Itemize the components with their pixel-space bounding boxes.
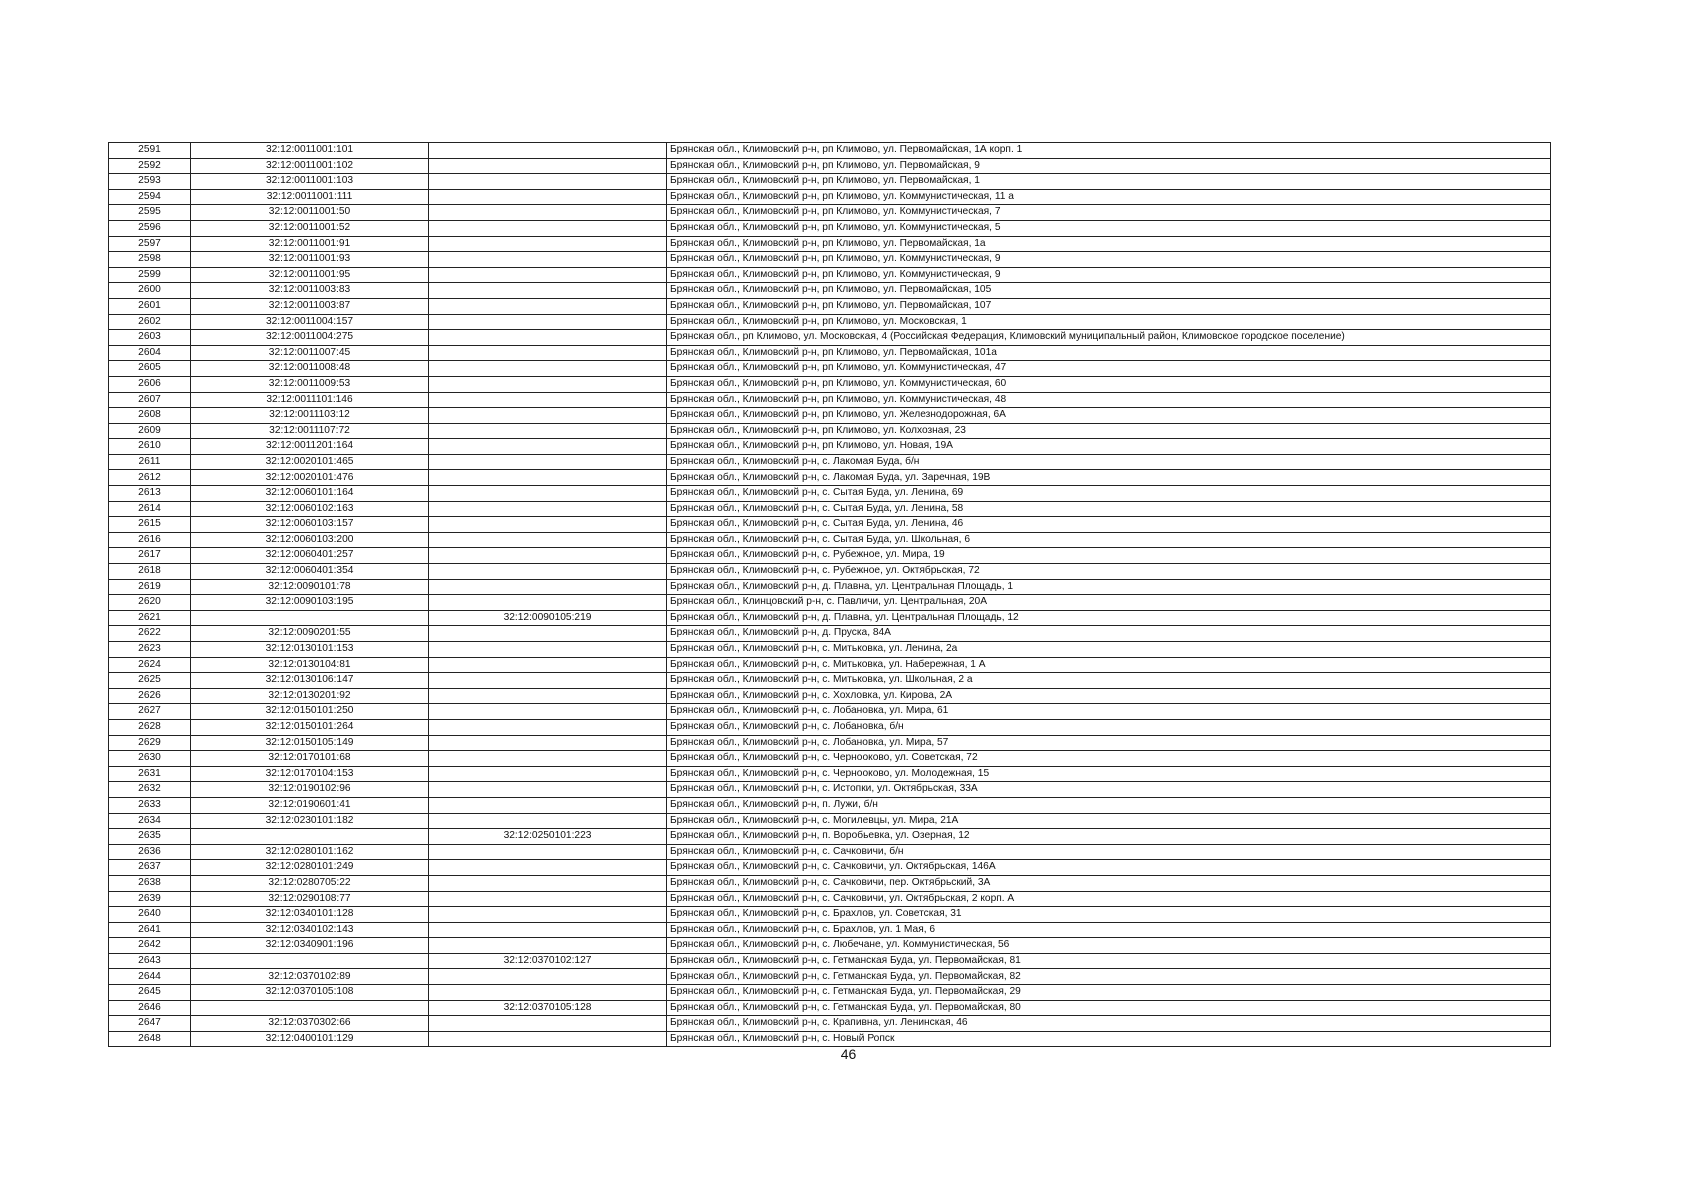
- table-row: [109, 298, 1551, 314]
- table-row: [109, 704, 1551, 720]
- address-cell: Брянская обл., Климовский р-н, с. Митьковка, ул. Школьная, 2 а: [667, 673, 1551, 689]
- table-row: [109, 657, 1551, 673]
- row-number-cell: 2642: [109, 938, 191, 954]
- cadastral-number-cell: 32:12:0370105:108: [191, 985, 429, 1001]
- related-cadastral-number-cell: [429, 314, 667, 330]
- related-cadastral-number-cell: [429, 454, 667, 470]
- row-number-cell: 2629: [109, 735, 191, 751]
- row-number-cell: 2605: [109, 361, 191, 377]
- table-row: [109, 610, 1551, 626]
- table-row: [109, 439, 1551, 455]
- address-cell: Брянская обл., Климовский р-н, с. Сачковичи, пер. Октябрьский, 3А: [667, 875, 1551, 891]
- related-cadastral-number-cell: [429, 486, 667, 502]
- row-number-cell: 2626: [109, 688, 191, 704]
- address-cell: Брянская обл., Климовский р-н, рп Климово, ул. Первомайская, 1: [667, 174, 1551, 190]
- address-cell: Брянская обл., Климовский р-н, рп Климово, ул. Первомайская, 101а: [667, 345, 1551, 361]
- related-cadastral-number-cell: [429, 813, 667, 829]
- table-row: [109, 891, 1551, 907]
- address-cell: Брянская обл., Климовский р-н, с. Лобановка, ул. Мира, 57: [667, 735, 1551, 751]
- related-cadastral-number-cell: [429, 220, 667, 236]
- cadastral-number-cell: 32:12:0011001:95: [191, 267, 429, 283]
- cadastral-number-cell: [191, 953, 429, 969]
- cadastral-number-cell: 32:12:0011009:53: [191, 376, 429, 392]
- related-cadastral-number-cell: [429, 969, 667, 985]
- table-row: [109, 470, 1551, 486]
- table-row: [109, 361, 1551, 377]
- related-cadastral-number-cell: [429, 657, 667, 673]
- related-cadastral-number-cell: [429, 189, 667, 205]
- table-row: [109, 517, 1551, 533]
- related-cadastral-number-cell: [429, 626, 667, 642]
- cadastral-number-cell: [191, 829, 429, 845]
- cadastral-number-cell: 32:12:0011003:83: [191, 283, 429, 299]
- address-cell: Брянская обл., Климовский р-н, с. Могилевцы, ул. Мира, 21А: [667, 813, 1551, 829]
- row-number-cell: 2637: [109, 860, 191, 876]
- address-cell: Брянская обл., Климовский р-н, с. Брахлов, ул. 1 Мая, 6: [667, 922, 1551, 938]
- address-cell: Брянская обл., Климовский р-н, п. Лужи, б/н: [667, 797, 1551, 813]
- related-cadastral-number-cell: [429, 844, 667, 860]
- address-cell: Брянская обл., Климовский р-н, с. Митьковка, ул. Ленина, 2а: [667, 642, 1551, 658]
- cadastral-number-cell: 32:12:0340101:128: [191, 907, 429, 923]
- address-cell: Брянская обл., Климовский р-н, с. Брахлов, ул. Советская, 31: [667, 907, 1551, 923]
- cadastral-number-cell: 32:12:0011103:12: [191, 408, 429, 424]
- related-cadastral-number-cell: [429, 642, 667, 658]
- address-cell: Брянская обл., Климовский р-н, с. Сытая Буда, ул. Школьная, 6: [667, 532, 1551, 548]
- registry-table: [108, 142, 1551, 1047]
- cadastral-number-cell: 32:12:0280705:22: [191, 875, 429, 891]
- table-row: [109, 766, 1551, 782]
- table-row: [109, 719, 1551, 735]
- table-row: [109, 345, 1551, 361]
- row-number-cell: 2645: [109, 985, 191, 1001]
- address-cell: Брянская обл., Климовский р-н, с. Сытая Буда, ул. Ленина, 46: [667, 517, 1551, 533]
- table-row: [109, 938, 1551, 954]
- related-cadastral-number-cell: [429, 891, 667, 907]
- table-row: [109, 205, 1551, 221]
- address-cell: Брянская обл., Климовский р-н, с. Лобановка, ул. Мира, 61: [667, 704, 1551, 720]
- cadastral-number-cell: 32:12:0011007:45: [191, 345, 429, 361]
- row-number-cell: 2625: [109, 673, 191, 689]
- cadastral-number-cell: 32:12:0340102:143: [191, 922, 429, 938]
- address-cell: Брянская обл., Климовский р-н, рп Климово, ул. Коммунистическая, 7: [667, 205, 1551, 221]
- related-cadastral-number-cell: [429, 470, 667, 486]
- address-cell: Брянская обл., Климовский р-н, рп Климово, ул. Коммунистическая, 47: [667, 361, 1551, 377]
- row-number-cell: 2615: [109, 517, 191, 533]
- address-cell: Брянская обл., Климовский р-н, с. Сытая Буда, ул. Ленина, 58: [667, 501, 1551, 517]
- related-cadastral-number-cell: [429, 704, 667, 720]
- row-number-cell: 2634: [109, 813, 191, 829]
- related-cadastral-number-cell: [429, 595, 667, 611]
- table-row: [109, 189, 1551, 205]
- cadastral-number-cell: 32:12:0280101:249: [191, 860, 429, 876]
- row-number-cell: 2630: [109, 751, 191, 767]
- address-cell: Брянская обл., Климовский р-н, с. Гетманская Буда, ул. Первомайская, 81: [667, 953, 1551, 969]
- page-number: 46: [840, 1046, 857, 1062]
- address-cell: Брянская обл., Климовский р-н, с. Любечане, ул. Коммунистическая, 56: [667, 938, 1551, 954]
- address-cell: Брянская обл., Климовский р-н, рп Климово, ул. Первомайская, 1а: [667, 236, 1551, 252]
- cadastral-number-cell: 32:12:0280101:162: [191, 844, 429, 860]
- row-number-cell: 2647: [109, 1016, 191, 1032]
- related-cadastral-number-cell: [429, 579, 667, 595]
- related-cadastral-number-cell: [429, 361, 667, 377]
- row-number-cell: 2627: [109, 704, 191, 720]
- related-cadastral-number-cell: [429, 376, 667, 392]
- row-number-cell: 2598: [109, 252, 191, 268]
- address-cell: Брянская обл., Климовский р-н, с. Лакомая Буда, ул. Заречная, 19В: [667, 470, 1551, 486]
- related-cadastral-number-cell: [429, 330, 667, 346]
- table-row: [109, 236, 1551, 252]
- table-row: [109, 564, 1551, 580]
- cadastral-number-cell: 32:12:0370102:89: [191, 969, 429, 985]
- address-cell: Брянская обл., Климовский р-н, с. Митьковка, ул. Набережная, 1 А: [667, 657, 1551, 673]
- row-number-cell: 2621: [109, 610, 191, 626]
- row-number-cell: 2597: [109, 236, 191, 252]
- cadastral-number-cell: 32:12:0150105:149: [191, 735, 429, 751]
- cadastral-number-cell: 32:12:0020101:476: [191, 470, 429, 486]
- cadastral-number-cell: 32:12:0060401:257: [191, 548, 429, 564]
- table-row: [109, 688, 1551, 704]
- table-row: [109, 501, 1551, 517]
- cadastral-number-cell: 32:12:0011008:48: [191, 361, 429, 377]
- row-number-cell: 2622: [109, 626, 191, 642]
- cadastral-number-cell: [191, 610, 429, 626]
- address-cell: Брянская обл., Климовский р-н, д. Пруска, 84А: [667, 626, 1551, 642]
- address-cell: Брянская обл., рп Климово, ул. Московская, 4 (Российская Федерация, Климовский муниципальный район, Климовское городское поселение): [667, 330, 1551, 346]
- cadastral-number-cell: 32:12:0150101:264: [191, 719, 429, 735]
- row-number-cell: 2609: [109, 423, 191, 439]
- table-row: [109, 642, 1551, 658]
- table-row: [109, 1000, 1551, 1016]
- related-cadastral-number-cell: [429, 252, 667, 268]
- row-number-cell: 2641: [109, 922, 191, 938]
- address-cell: Брянская обл., Климовский р-н, рп Климово, ул. Коммунистическая, 9: [667, 252, 1551, 268]
- row-number-cell: 2591: [109, 143, 191, 159]
- table-row: [109, 392, 1551, 408]
- table-row: [109, 376, 1551, 392]
- address-cell: Брянская обл., Климовский р-н, с. Рубежное, ул. Октябрьская, 72: [667, 564, 1551, 580]
- table-row: [109, 408, 1551, 424]
- row-number-cell: 2639: [109, 891, 191, 907]
- cadastral-number-cell: 32:12:0090201:55: [191, 626, 429, 642]
- related-cadastral-number-cell: [429, 1016, 667, 1032]
- table-row: [109, 158, 1551, 174]
- related-cadastral-number-cell: [429, 782, 667, 798]
- related-cadastral-number-cell: [429, 205, 667, 221]
- related-cadastral-number-cell: [429, 797, 667, 813]
- related-cadastral-number-cell: [429, 922, 667, 938]
- row-number-cell: 2594: [109, 189, 191, 205]
- address-cell: Брянская обл., Климовский р-н, рп Климово, ул. Первомайская, 107: [667, 298, 1551, 314]
- registry-table-body: [109, 143, 1551, 1047]
- address-cell: Брянская обл., Климовский р-н, рп Климово, ул. Коммунистическая, 11 а: [667, 189, 1551, 205]
- address-cell: Брянская обл., Климовский р-н, рп Климово, ул. Коммунистическая, 5: [667, 220, 1551, 236]
- address-cell: Брянская обл., Климовский р-н, рп Климово, ул. Новая, 19А: [667, 439, 1551, 455]
- address-cell: Брянская обл., Климовский р-н, с. Гетманская Буда, ул. Первомайская, 29: [667, 985, 1551, 1001]
- cadastral-number-cell: 32:12:0370302:66: [191, 1016, 429, 1032]
- table-row: [109, 220, 1551, 236]
- address-cell: Брянская обл., Климовский р-н, рп Климово, ул. Железнодорожная, 6А: [667, 408, 1551, 424]
- table-row: [109, 143, 1551, 159]
- row-number-cell: 2612: [109, 470, 191, 486]
- related-cadastral-number-cell: [429, 267, 667, 283]
- related-cadastral-number-cell: [429, 688, 667, 704]
- row-number-cell: 2614: [109, 501, 191, 517]
- cadastral-number-cell: 32:12:0090103:195: [191, 595, 429, 611]
- related-cadastral-number-cell: [429, 564, 667, 580]
- related-cadastral-number-cell: [429, 938, 667, 954]
- row-number-cell: 2640: [109, 907, 191, 923]
- table-row: [109, 829, 1551, 845]
- cadastral-number-cell: 32:12:0011004:275: [191, 330, 429, 346]
- table-row: [109, 985, 1551, 1001]
- cadastral-number-cell: 32:12:0130101:153: [191, 642, 429, 658]
- table-row: [109, 844, 1551, 860]
- cadastral-number-cell: 32:12:0060103:200: [191, 532, 429, 548]
- address-cell: Брянская обл., Климовский р-н, с. Новый Ропск: [667, 1031, 1551, 1047]
- row-number-cell: 2638: [109, 875, 191, 891]
- row-number-cell: 2633: [109, 797, 191, 813]
- address-cell: Брянская обл., Климовский р-н, с. Рубежное, ул. Мира, 19: [667, 548, 1551, 564]
- related-cadastral-number-cell: [429, 751, 667, 767]
- related-cadastral-number-cell: 32:12:0370105:128: [429, 1000, 667, 1016]
- related-cadastral-number-cell: 32:12:0370102:127: [429, 953, 667, 969]
- row-number-cell: 2595: [109, 205, 191, 221]
- cadastral-number-cell: 32:12:0011004:157: [191, 314, 429, 330]
- cadastral-number-cell: 32:12:0170104:153: [191, 766, 429, 782]
- related-cadastral-number-cell: [429, 1031, 667, 1047]
- related-cadastral-number-cell: [429, 283, 667, 299]
- cadastral-number-cell: 32:12:0290108:77: [191, 891, 429, 907]
- cadastral-number-cell: 32:12:0011001:52: [191, 220, 429, 236]
- cadastral-number-cell: 32:12:0011003:87: [191, 298, 429, 314]
- table-row: [109, 486, 1551, 502]
- table-row: [109, 907, 1551, 923]
- cadastral-number-cell: 32:12:0011001:91: [191, 236, 429, 252]
- address-cell: Брянская обл., Климовский р-н, с. Хохловка, ул. Кирова, 2А: [667, 688, 1551, 704]
- cadastral-number-cell: 32:12:0060102:163: [191, 501, 429, 517]
- related-cadastral-number-cell: [429, 766, 667, 782]
- row-number-cell: 2648: [109, 1031, 191, 1047]
- table-row: [109, 252, 1551, 268]
- address-cell: Брянская обл., Климовский р-н, рп Климово, ул. Первомайская, 9: [667, 158, 1551, 174]
- cadastral-number-cell: 32:12:0400101:129: [191, 1031, 429, 1047]
- row-number-cell: 2600: [109, 283, 191, 299]
- related-cadastral-number-cell: [429, 673, 667, 689]
- related-cadastral-number-cell: [429, 735, 667, 751]
- table-row: [109, 454, 1551, 470]
- row-number-cell: 2631: [109, 766, 191, 782]
- related-cadastral-number-cell: [429, 392, 667, 408]
- address-cell: Брянская обл., Климовский р-н, с. Сачковичи, б/н: [667, 844, 1551, 860]
- address-cell: Брянская обл., Климовский р-н, с. Сачковичи, ул. Октябрьская, 2 корп. А: [667, 891, 1551, 907]
- table-row: [109, 860, 1551, 876]
- cadastral-number-cell: 32:12:0090101:78: [191, 579, 429, 595]
- table-row: [109, 595, 1551, 611]
- address-cell: Брянская обл., Климовский р-н, рп Климово, ул. Коммунистическая, 60: [667, 376, 1551, 392]
- address-cell: Брянская обл., Климовский р-н, рп Климово, ул. Первомайская, 1А корп. 1: [667, 143, 1551, 159]
- cadastral-number-cell: 32:12:0011201:164: [191, 439, 429, 455]
- cadastral-number-cell: 32:12:0011001:102: [191, 158, 429, 174]
- table-row: [109, 548, 1551, 564]
- address-cell: Брянская обл., Климовский р-н, с. Сытая Буда, ул. Ленина, 69: [667, 486, 1551, 502]
- cadastral-number-cell: 32:12:0020101:465: [191, 454, 429, 470]
- address-cell: Брянская обл., Климовский р-н, с. Чернооково, ул. Советская, 72: [667, 751, 1551, 767]
- row-number-cell: 2593: [109, 174, 191, 190]
- address-cell: Брянская обл., Климовский р-н, с. Сачковичи, ул. Октябрьская, 146А: [667, 860, 1551, 876]
- related-cadastral-number-cell: [429, 158, 667, 174]
- table-row: [109, 875, 1551, 891]
- related-cadastral-number-cell: [429, 423, 667, 439]
- related-cadastral-number-cell: [429, 236, 667, 252]
- row-number-cell: 2601: [109, 298, 191, 314]
- address-cell: Брянская обл., Климовский р-н, д. Плавна, ул. Центральная Площадь, 1: [667, 579, 1551, 595]
- address-cell: Брянская обл., Климовский р-н, рп Климово, ул. Коммунистическая, 48: [667, 392, 1551, 408]
- related-cadastral-number-cell: [429, 408, 667, 424]
- address-cell: Брянская обл., Клинцовский р-н, с. Павличи, ул. Центральная, 20А: [667, 595, 1551, 611]
- related-cadastral-number-cell: [429, 143, 667, 159]
- related-cadastral-number-cell: [429, 860, 667, 876]
- table-row: [109, 969, 1551, 985]
- row-number-cell: 2646: [109, 1000, 191, 1016]
- row-number-cell: 2613: [109, 486, 191, 502]
- address-cell: Брянская обл., Климовский р-н, с. Чернооково, ул. Молодежная, 15: [667, 766, 1551, 782]
- address-cell: Брянская обл., Климовский р-н, рп Климово, ул. Коммунистическая, 9: [667, 267, 1551, 283]
- cadastral-number-cell: 32:12:0011001:103: [191, 174, 429, 190]
- row-number-cell: 2611: [109, 454, 191, 470]
- row-number-cell: 2606: [109, 376, 191, 392]
- cadastral-number-cell: 32:12:0150101:250: [191, 704, 429, 720]
- row-number-cell: 2592: [109, 158, 191, 174]
- table-row: [109, 267, 1551, 283]
- related-cadastral-number-cell: [429, 298, 667, 314]
- address-cell: Брянская обл., Климовский р-н, д. Плавна, ул. Центральная Площадь, 12: [667, 610, 1551, 626]
- row-number-cell: 2620: [109, 595, 191, 611]
- related-cadastral-number-cell: [429, 439, 667, 455]
- cadastral-number-cell: 32:12:0011001:93: [191, 252, 429, 268]
- registry-sheet: [108, 142, 1551, 1047]
- table-row: [109, 813, 1551, 829]
- table-row: [109, 751, 1551, 767]
- row-number-cell: 2608: [109, 408, 191, 424]
- table-row: [109, 1031, 1551, 1047]
- cadastral-number-cell: 32:12:0060103:157: [191, 517, 429, 533]
- row-number-cell: 2599: [109, 267, 191, 283]
- row-number-cell: 2602: [109, 314, 191, 330]
- address-cell: Брянская обл., Климовский р-н, с. Лобановка, б/н: [667, 719, 1551, 735]
- cadastral-number-cell: 32:12:0230101:182: [191, 813, 429, 829]
- row-number-cell: 2628: [109, 719, 191, 735]
- table-row: [109, 797, 1551, 813]
- row-number-cell: 2623: [109, 642, 191, 658]
- table-row: [109, 626, 1551, 642]
- related-cadastral-number-cell: 32:12:0250101:223: [429, 829, 667, 845]
- table-row: [109, 953, 1551, 969]
- table-row: [109, 1016, 1551, 1032]
- address-cell: Брянская обл., Климовский р-н, рп Климово, ул. Первомайская, 105: [667, 283, 1551, 299]
- cadastral-number-cell: 32:12:0130104:81: [191, 657, 429, 673]
- row-number-cell: 2644: [109, 969, 191, 985]
- address-cell: Брянская обл., Климовский р-н, с. Истопки, ул. Октябрьская, 33А: [667, 782, 1551, 798]
- row-number-cell: 2619: [109, 579, 191, 595]
- table-row: [109, 735, 1551, 751]
- table-row: [109, 423, 1551, 439]
- table-row: [109, 673, 1551, 689]
- related-cadastral-number-cell: [429, 517, 667, 533]
- row-number-cell: 2607: [109, 392, 191, 408]
- address-cell: Брянская обл., Климовский р-н, с. Гетманская Буда, ул. Первомайская, 80: [667, 1000, 1551, 1016]
- related-cadastral-number-cell: [429, 875, 667, 891]
- address-cell: Брянская обл., Климовский р-н, рп Климово, ул. Колхозная, 23: [667, 423, 1551, 439]
- address-cell: Брянская обл., Климовский р-н, с. Лакомая Буда, б/н: [667, 454, 1551, 470]
- cadastral-number-cell: [191, 1000, 429, 1016]
- cadastral-number-cell: 32:12:0190601:41: [191, 797, 429, 813]
- row-number-cell: 2596: [109, 220, 191, 236]
- cadastral-number-cell: 32:12:0011001:111: [191, 189, 429, 205]
- table-row: [109, 782, 1551, 798]
- related-cadastral-number-cell: [429, 501, 667, 517]
- cadastral-number-cell: 32:12:0011101:146: [191, 392, 429, 408]
- row-number-cell: 2636: [109, 844, 191, 860]
- cadastral-number-cell: 32:12:0340901:196: [191, 938, 429, 954]
- related-cadastral-number-cell: [429, 907, 667, 923]
- row-number-cell: 2616: [109, 532, 191, 548]
- row-number-cell: 2603: [109, 330, 191, 346]
- row-number-cell: 2618: [109, 564, 191, 580]
- table-row: [109, 283, 1551, 299]
- table-row: [109, 579, 1551, 595]
- address-cell: Брянская обл., Климовский р-н, рп Климово, ул. Московская, 1: [667, 314, 1551, 330]
- row-number-cell: 2632: [109, 782, 191, 798]
- row-number-cell: 2610: [109, 439, 191, 455]
- address-cell: Брянская обл., Климовский р-н, с. Гетманская Буда, ул. Первомайская, 82: [667, 969, 1551, 985]
- cadastral-number-cell: 32:12:0130201:92: [191, 688, 429, 704]
- row-number-cell: 2624: [109, 657, 191, 673]
- cadastral-number-cell: 32:12:0011107:72: [191, 423, 429, 439]
- related-cadastral-number-cell: [429, 985, 667, 1001]
- table-row: [109, 314, 1551, 330]
- address-cell: Брянская обл., Климовский р-н, п. Воробьевка, ул. Озерная, 12: [667, 829, 1551, 845]
- cadastral-number-cell: 32:12:0060101:164: [191, 486, 429, 502]
- related-cadastral-number-cell: [429, 719, 667, 735]
- cadastral-number-cell: 32:12:0011001:50: [191, 205, 429, 221]
- cadastral-number-cell: 32:12:0170101:68: [191, 751, 429, 767]
- related-cadastral-number-cell: [429, 174, 667, 190]
- row-number-cell: 2617: [109, 548, 191, 564]
- table-row: [109, 174, 1551, 190]
- row-number-cell: 2643: [109, 953, 191, 969]
- related-cadastral-number-cell: [429, 532, 667, 548]
- related-cadastral-number-cell: [429, 345, 667, 361]
- cadastral-number-cell: 32:12:0190102:96: [191, 782, 429, 798]
- related-cadastral-number-cell: 32:12:0090105:219: [429, 610, 667, 626]
- table-row: [109, 532, 1551, 548]
- address-cell: Брянская обл., Климовский р-н, с. Крапивна, ул. Ленинская, 46: [667, 1016, 1551, 1032]
- cadastral-number-cell: 32:12:0130106:147: [191, 673, 429, 689]
- related-cadastral-number-cell: [429, 548, 667, 564]
- row-number-cell: 2604: [109, 345, 191, 361]
- row-number-cell: 2635: [109, 829, 191, 845]
- cadastral-number-cell: 32:12:0011001:101: [191, 143, 429, 159]
- cadastral-number-cell: 32:12:0060401:354: [191, 564, 429, 580]
- table-row: [109, 922, 1551, 938]
- table-row: [109, 330, 1551, 346]
